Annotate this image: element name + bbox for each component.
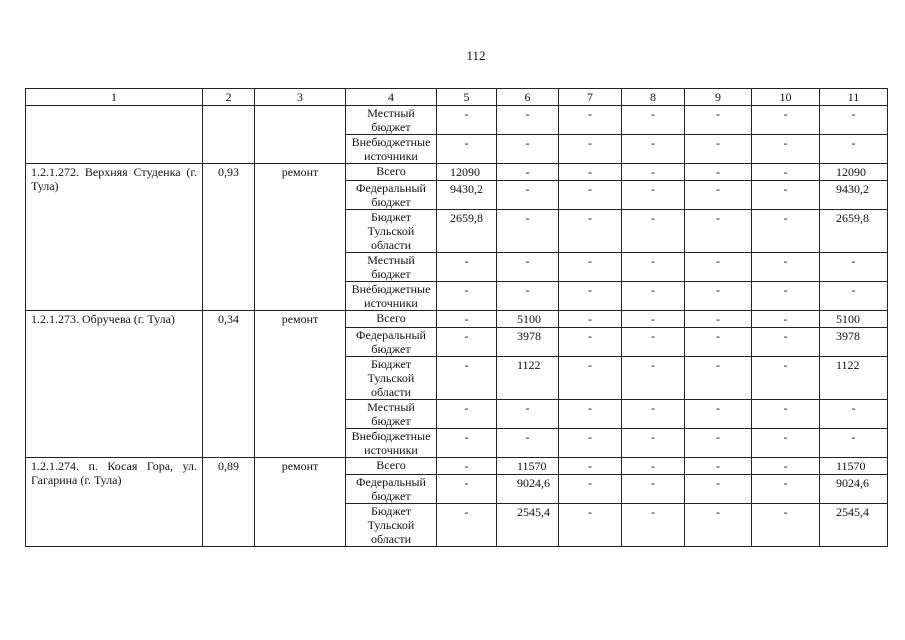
- column-header: 6: [497, 89, 559, 106]
- value-cell: -: [752, 135, 820, 164]
- funding-source-cell: Внебюджетные источники: [346, 135, 437, 164]
- value-cell: -: [752, 458, 820, 475]
- value-cell: -: [497, 181, 559, 210]
- value-cell: -: [685, 311, 752, 328]
- value-cell: -: [820, 135, 888, 164]
- value-cell: -: [820, 282, 888, 311]
- value-cell: 11570: [820, 458, 888, 475]
- value-cell: -: [622, 311, 685, 328]
- page-number: 112: [466, 48, 486, 63]
- value-cell: -: [559, 181, 622, 210]
- value-cell: -: [622, 475, 685, 504]
- funding-source-cell: Внебюджетные источники: [346, 282, 437, 311]
- work-type-cell: [255, 106, 346, 164]
- value-cell: 11570: [497, 458, 559, 475]
- column-header: 3: [255, 89, 346, 106]
- object-name-cell: 1.2.1.273. Обручева (г. Тула): [26, 311, 203, 458]
- value-cell: -: [559, 357, 622, 400]
- value-cell: 9024,6: [820, 475, 888, 504]
- value-cell: -: [685, 210, 752, 253]
- value-cell: -: [497, 135, 559, 164]
- value-cell: 2659,8: [437, 210, 497, 253]
- value-cell: -: [752, 504, 820, 547]
- value-cell: -: [685, 181, 752, 210]
- value-cell: 1122: [497, 357, 559, 400]
- value-cell: -: [752, 328, 820, 357]
- value-cell: -: [685, 106, 752, 135]
- funding-source-cell: Местный бюджет: [346, 400, 437, 429]
- value-cell: 3978: [497, 328, 559, 357]
- value-cell: -: [685, 164, 752, 181]
- work-type-cell: ремонт: [255, 164, 346, 311]
- table-row: [26, 106, 888, 135]
- column-header: 5: [437, 89, 497, 106]
- work-type-cell: ремонт: [255, 458, 346, 547]
- value-cell: -: [685, 253, 752, 282]
- value-cell: -: [622, 357, 685, 400]
- value-cell: -: [685, 282, 752, 311]
- value-cell: -: [622, 253, 685, 282]
- value-cell: -: [437, 504, 497, 547]
- value-cell: -: [752, 357, 820, 400]
- funding-source-cell: Всего: [346, 458, 437, 475]
- value-cell: 3978: [820, 328, 888, 357]
- value-cell: -: [497, 253, 559, 282]
- value-cell: -: [622, 282, 685, 311]
- value-cell: -: [820, 429, 888, 458]
- value-cell: -: [559, 164, 622, 181]
- value-cell: -: [559, 253, 622, 282]
- value-cell: -: [622, 106, 685, 135]
- value-cell: -: [559, 504, 622, 547]
- value-cell: -: [437, 357, 497, 400]
- funding-source-cell: Бюджет Тульской области: [346, 357, 437, 400]
- value-cell: -: [752, 210, 820, 253]
- value-cell: 2545,4: [820, 504, 888, 547]
- value-cell: -: [559, 429, 622, 458]
- value-cell: -: [752, 282, 820, 311]
- value-cell: -: [685, 475, 752, 504]
- value-cell: -: [437, 282, 497, 311]
- funding-source-cell: Местный бюджет: [346, 253, 437, 282]
- value-cell: 9430,2: [437, 181, 497, 210]
- column-header: 10: [752, 89, 820, 106]
- table-row: [26, 164, 888, 181]
- value-cell: -: [820, 106, 888, 135]
- column-header: 7: [559, 89, 622, 106]
- column-header: 2: [203, 89, 255, 106]
- value-cell: -: [437, 400, 497, 429]
- value-cell: -: [622, 328, 685, 357]
- column-header: 4: [346, 89, 437, 106]
- value-cell: -: [752, 429, 820, 458]
- funding-source-cell: Всего: [346, 311, 437, 328]
- column-header: 1: [26, 89, 203, 106]
- value-cell: -: [497, 164, 559, 181]
- value-cell: -: [685, 504, 752, 547]
- value-cell: 2659,8: [820, 210, 888, 253]
- object-name-cell: 1.2.1.274. п. Косая Гора, ул. Гагарина (г. Тула): [26, 458, 203, 547]
- value-cell: -: [622, 164, 685, 181]
- value-cell: -: [437, 429, 497, 458]
- value-cell: -: [622, 181, 685, 210]
- object-name-cell: [26, 106, 203, 164]
- header-row: [26, 89, 888, 106]
- value-cell: -: [497, 429, 559, 458]
- value-cell: -: [437, 475, 497, 504]
- value-cell: -: [559, 458, 622, 475]
- value-cell: 1122: [820, 357, 888, 400]
- table-row: [26, 458, 888, 475]
- value-cell: -: [559, 311, 622, 328]
- value-cell: -: [437, 458, 497, 475]
- column-header: 9: [685, 89, 752, 106]
- value-cell: -: [685, 357, 752, 400]
- funding-source-cell: Бюджет Тульской области: [346, 504, 437, 547]
- funding-source-cell: Федеральный бюджет: [346, 328, 437, 357]
- table-row: [26, 311, 888, 328]
- budget-table: [25, 88, 888, 547]
- funding-source-cell: Федеральный бюджет: [346, 181, 437, 210]
- value-cell: 12090: [437, 164, 497, 181]
- value-cell: -: [685, 458, 752, 475]
- value-cell: -: [752, 253, 820, 282]
- funding-source-cell: Бюджет Тульской области: [346, 210, 437, 253]
- value-cell: -: [752, 106, 820, 135]
- value-cell: -: [437, 106, 497, 135]
- value-cell: -: [559, 475, 622, 504]
- value-cell: -: [820, 253, 888, 282]
- value-cell: -: [559, 328, 622, 357]
- value-cell: 5100: [497, 311, 559, 328]
- value-cell: -: [685, 400, 752, 429]
- value-cell: -: [752, 164, 820, 181]
- value-cell: -: [685, 135, 752, 164]
- value-cell: -: [752, 311, 820, 328]
- funding-source-cell: Внебюджетные источники: [346, 429, 437, 458]
- length-cell: 0,93: [203, 164, 255, 311]
- value-cell: -: [622, 504, 685, 547]
- value-cell: 9024,6: [497, 475, 559, 504]
- value-cell: -: [497, 106, 559, 135]
- value-cell: -: [437, 253, 497, 282]
- value-cell: -: [622, 429, 685, 458]
- funding-source-cell: Федеральный бюджет: [346, 475, 437, 504]
- value-cell: -: [752, 181, 820, 210]
- value-cell: -: [622, 135, 685, 164]
- value-cell: -: [820, 400, 888, 429]
- value-cell: -: [437, 135, 497, 164]
- column-header: 8: [622, 89, 685, 106]
- value-cell: -: [437, 311, 497, 328]
- object-name-cell: 1.2.1.272. Верхняя Студенка (г. Тула): [26, 164, 203, 311]
- value-cell: -: [622, 458, 685, 475]
- value-cell: 12090: [820, 164, 888, 181]
- value-cell: -: [559, 106, 622, 135]
- table-body: [26, 106, 888, 547]
- value-cell: -: [622, 400, 685, 429]
- column-header: 11: [820, 89, 888, 106]
- value-cell: 5100: [820, 311, 888, 328]
- value-cell: -: [685, 429, 752, 458]
- value-cell: -: [752, 475, 820, 504]
- value-cell: -: [622, 210, 685, 253]
- length-cell: 0,34: [203, 311, 255, 458]
- value-cell: 9430,2: [820, 181, 888, 210]
- funding-source-cell: Местный бюджет: [346, 106, 437, 135]
- value-cell: -: [559, 135, 622, 164]
- value-cell: -: [685, 328, 752, 357]
- value-cell: -: [497, 400, 559, 429]
- value-cell: -: [497, 210, 559, 253]
- value-cell: -: [437, 328, 497, 357]
- value-cell: -: [559, 210, 622, 253]
- value-cell: -: [752, 400, 820, 429]
- funding-source-cell: Всего: [346, 164, 437, 181]
- value-cell: 2545,4: [497, 504, 559, 547]
- value-cell: -: [497, 282, 559, 311]
- length-cell: 0,89: [203, 458, 255, 547]
- value-cell: -: [559, 282, 622, 311]
- length-cell: [203, 106, 255, 164]
- work-type-cell: ремонт: [255, 311, 346, 458]
- value-cell: -: [559, 400, 622, 429]
